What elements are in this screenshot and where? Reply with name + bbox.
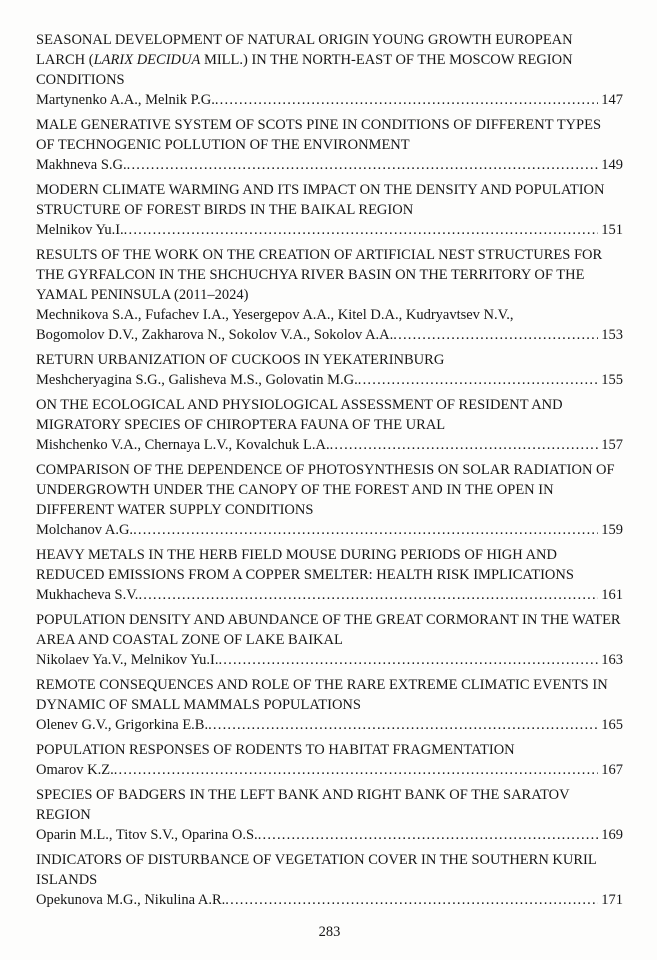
toc-entry	[36, 545, 623, 605]
entry-authors-row	[36, 155, 623, 175]
entry-authors-row	[36, 90, 623, 110]
toc-entry	[36, 740, 623, 780]
entry-title-latin-name: LARIX DECIDUA	[93, 52, 201, 68]
entry-page-number: 171	[601, 892, 623, 908]
entry-title: RESULTS OF THE WORK ON THE CREATION OF ARTIFICIAL NEST STRUCTURES FOR THE GYRFALCON IN THE SHCHUCHYA RIVER BASIN ON THE TERRITORY OF THE YAMAL PENINSULA (2011–2024)	[36, 247, 603, 303]
entry-title: ON THE ECOLOGICAL AND PHYSIOLOGICAL ASSESSMENT OF RESIDENT AND MIGRATORY SPECIES OF CHIROPTERA FAUNA OF THE URAL	[36, 397, 563, 433]
entry-authors: Mukhacheva S.V.	[36, 587, 139, 603]
toc-entry	[36, 245, 623, 345]
toc-entry	[36, 460, 623, 540]
dot-leader	[124, 220, 599, 240]
entry-authors-row	[36, 890, 623, 910]
entry-authors: Meshcheryagina S.G., Galisheva M.S., Golovatin M.G.	[36, 372, 358, 388]
entry-authors-row	[36, 520, 623, 540]
entry-title: RETURN URBANIZATION OF CUCKOOS IN YEKATERINBURG	[36, 352, 445, 368]
dot-leader	[114, 760, 599, 780]
entry-title: HEAVY METALS IN THE HERB FIELD MOUSE DURING PERIODS OF HIGH AND REDUCED EMISSIONS FROM A COPPER SMELTER: HEALTH RISK IMPLICATIONS	[36, 547, 574, 583]
entry-title: INDICATORS OF DISTURBANCE OF VEGETATION COVER IN THE SOUTHERN KURIL ISLANDS	[36, 852, 597, 888]
toc-entry	[36, 785, 623, 845]
entry-authors: Mishchenko V.A., Chernaya L.V., Kovalchuk L.A.	[36, 437, 330, 453]
entry-authors-row	[36, 650, 623, 670]
table-of-contents	[36, 30, 623, 910]
toc-entry	[36, 30, 623, 110]
toc-entry	[36, 180, 623, 240]
entry-authors-row	[36, 220, 623, 240]
dot-leader	[127, 155, 599, 175]
dot-leader	[133, 520, 598, 540]
toc-entry	[36, 115, 623, 175]
entry-page-number: 163	[601, 652, 623, 668]
page-number-footer: 283	[318, 924, 341, 940]
entry-title-text: SEASONAL DEVELOPMENT OF NATURAL ORIGIN YOUNG GROWTH EUROPEAN LARCH (	[36, 32, 573, 68]
dot-leader	[208, 715, 598, 735]
entry-page-number: 165	[601, 717, 623, 733]
dot-leader	[330, 435, 599, 455]
entry-authors: Martynenko A.A., Melnik P.G.	[36, 92, 215, 108]
entry-page-number: 169	[601, 827, 623, 843]
entry-page-number: 167	[601, 762, 623, 778]
dot-leader	[218, 650, 598, 670]
dot-leader	[225, 890, 598, 910]
dot-leader	[393, 325, 598, 345]
dot-leader	[258, 825, 599, 845]
entry-authors: Molchanov A.G.	[36, 522, 134, 538]
entry-title: COMPARISON OF THE DEPENDENCE OF PHOTOSYNTHESIS ON SOLAR RADIATION OF UNDERGROWTH UNDER THE CANOPY OF THE FOREST AND IN THE OPEN IN DIFFERENT WATER SUPPLY CONDITIONS	[36, 462, 615, 518]
entry-page-number: 157	[601, 437, 623, 453]
entry-authors-row	[36, 370, 623, 390]
entry-authors: Nikolaev Ya.V., Melnikov Yu.I.	[36, 652, 219, 668]
entry-page-number: 147	[601, 92, 623, 108]
entry-authors: Melnikov Yu.I.	[36, 222, 124, 238]
toc-entry	[36, 850, 623, 910]
toc-entry	[36, 610, 623, 670]
entry-authors-row	[36, 325, 623, 345]
entry-authors-row	[36, 715, 623, 735]
entry-title: POPULATION DENSITY AND ABUNDANCE OF THE GREAT CORMORANT IN THE WATER AREA AND COASTAL ZONE OF LAKE BAIKAL	[36, 612, 621, 648]
entry-authors: Omarov K.Z.	[36, 762, 114, 778]
entry-authors: Bogomolov D.V., Zakharova N., Sokolov V.A., Sokolov A.A.	[36, 327, 394, 343]
entry-authors: Olenev G.V., Grigorkina E.B.	[36, 717, 209, 733]
entry-page-number: 151	[601, 222, 623, 238]
entry-page-number: 149	[601, 157, 623, 173]
entry-authors: Oparin M.L., Titov S.V., Oparina O.S.	[36, 827, 258, 843]
toc-entry	[36, 350, 623, 390]
entry-page-number: 153	[601, 327, 623, 343]
entry-title: MODERN CLIMATE WARMING AND ITS IMPACT ON THE DENSITY AND POPULATION STRUCTURE OF FOREST BIRDS IN THE BAIKAL REGION	[36, 182, 605, 218]
entry-page-number: 161	[601, 587, 623, 603]
toc-entry	[36, 675, 623, 735]
entry-authors-line1: Mechnikova S.A., Fufachev I.A., Yesergepov A.A., Kitel D.A., Kudryavtsev N.V.,	[36, 307, 514, 323]
entry-title-text: MILL.) IN THE NORTH-EAST OF THE MOSCOW REGION CONDITIONS	[36, 52, 573, 88]
entry-authors-row	[36, 760, 623, 780]
dot-leader	[138, 585, 598, 605]
entry-authors: Makhneva S.G.	[36, 157, 127, 173]
entry-title: SPECIES OF BADGERS IN THE LEFT BANK AND RIGHT BANK OF THE SARATOV REGION	[36, 787, 570, 823]
entry-title: REMOTE CONSEQUENCES AND ROLE OF THE RARE EXTREME CLIMATIC EVENTS IN DYNAMIC OF SMALL MAMMALS POPULATIONS	[36, 677, 608, 713]
entry-authors-row	[36, 435, 623, 455]
entry-page-number: 155	[601, 372, 623, 388]
dot-leader	[215, 90, 598, 110]
entry-page-number: 159	[601, 522, 623, 538]
entry-title	[36, 30, 623, 90]
entry-title: POPULATION RESPONSES OF RODENTS TO HABITAT FRAGMENTATION	[36, 742, 515, 758]
dot-leader	[358, 370, 598, 390]
toc-entry	[36, 395, 623, 455]
entry-authors-row	[36, 585, 623, 605]
entry-authors-row	[36, 825, 623, 845]
entry-authors: Opekunova M.G., Nikulina A.R.	[36, 892, 226, 908]
entry-title: MALE GENERATIVE SYSTEM OF SCOTS PINE IN CONDITIONS OF DIFFERENT TYPES OF TECHNOGENIC POLLUTION OF THE ENVIRONMENT	[36, 117, 602, 153]
